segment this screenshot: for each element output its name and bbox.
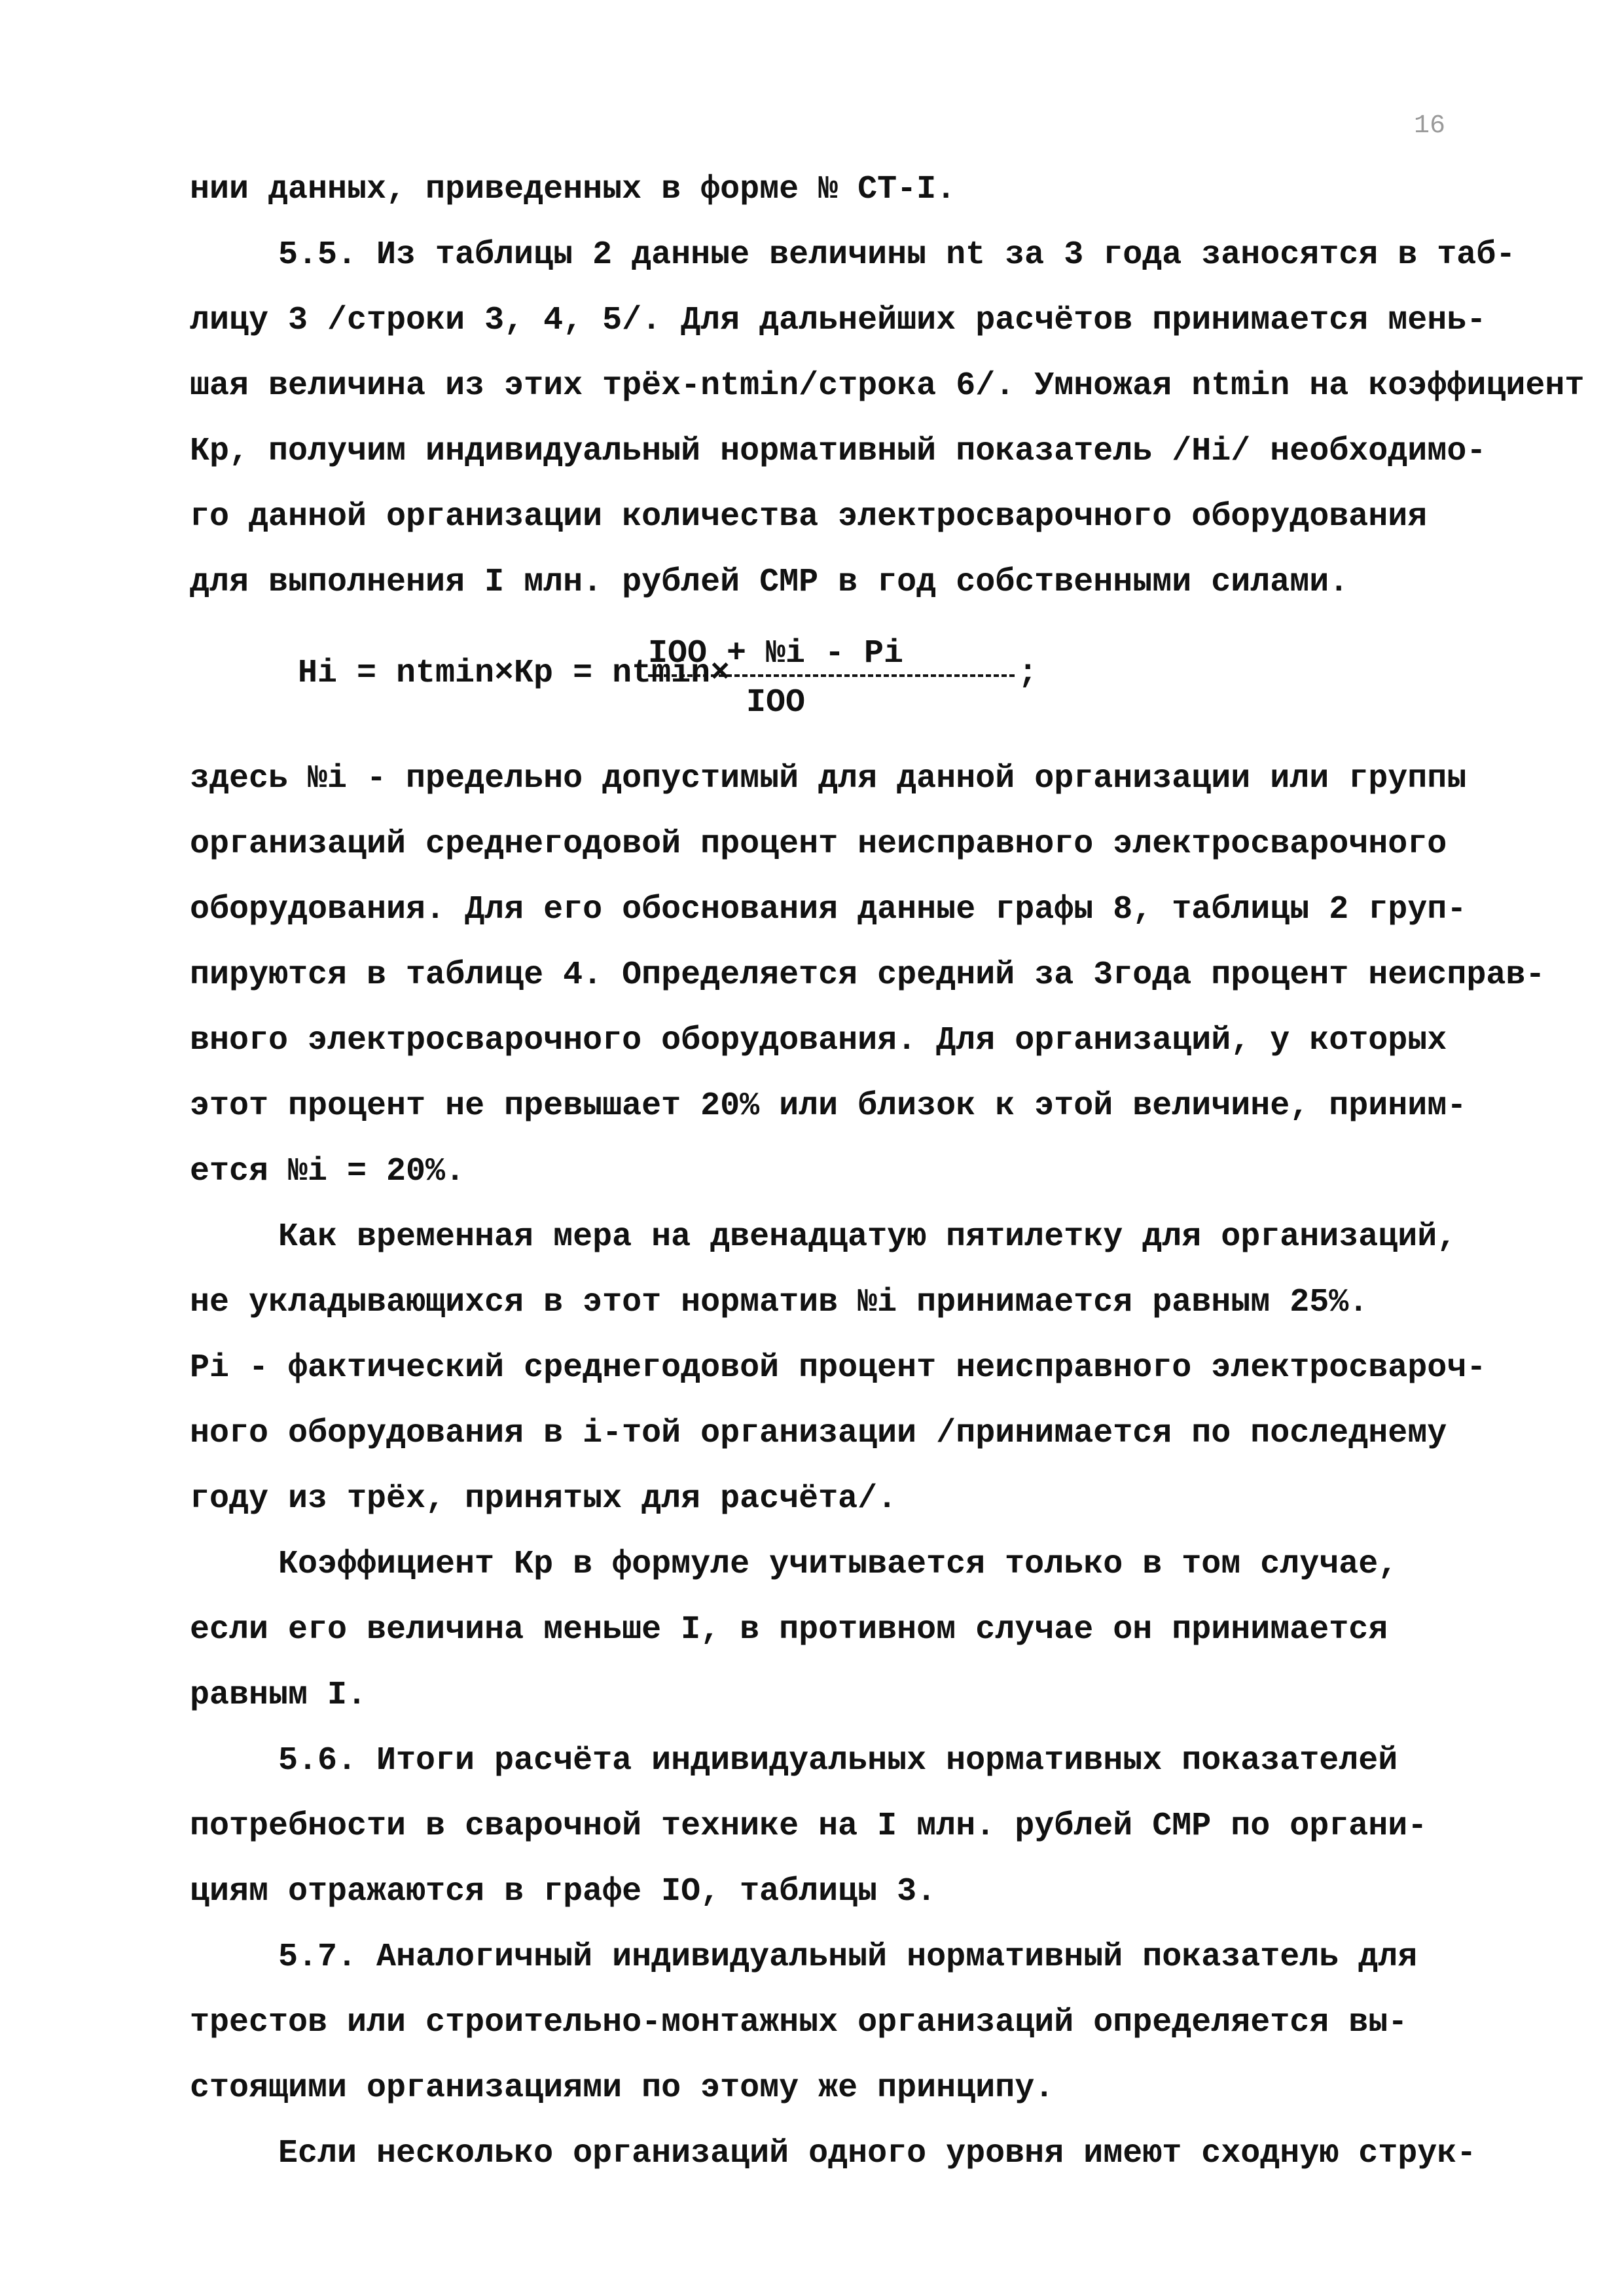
text-line: лицу 3 /строки 3, 4, 5/. Для дальнейших расчётов принимается мень- (190, 302, 1487, 339)
text-line: Рi - фактический среднегодовой процент неисправного электросвароч- (190, 1349, 1487, 1387)
formula-numerator: IOO + №i - Рi (648, 635, 904, 672)
text-line: стоящими организациями по этому же принципу. (190, 2069, 1055, 2107)
text-line: го данной организации количества электросварочного оборудования (190, 498, 1428, 536)
text-line: не укладывающихся в этот норматив №i принимается равным 25%. (190, 1284, 1369, 1321)
paragraph-5-5-start: 5.5. Из таблицы 2 данные величины nt за 3 года заносятся в таб- (278, 236, 1516, 274)
paragraph-temporary-measure: Как временная мера на двенадцатую пятилетку для организаций, (278, 1218, 1457, 1256)
text-line: оборудования. Для его обоснования данные графы 8, таблицы 2 груп- (190, 891, 1467, 928)
text-line: году из трёх, принятых для расчёта/. (190, 1480, 897, 1518)
text-line: равным I. (190, 1677, 367, 1714)
formula-denominator: IOO (746, 684, 806, 721)
paragraph-coefficient: Коэффициент Кр в формуле учитывается только в том случае, (278, 1546, 1398, 1583)
fraction-bar (648, 674, 1015, 677)
text-line: трестов или строительно-монтажных организаций определяется вы- (190, 2004, 1408, 2041)
formula-lhs: Нi = ntmin×Кр = ntmin× (298, 655, 731, 692)
text-line: вного электросварочного оборудования. Для организаций, у которых (190, 1022, 1447, 1059)
paragraph-5-6-start: 5.6. Итоги расчёта индивидуальных нормативных показателей (278, 1742, 1398, 1779)
text-line: потребности в сварочной технике на I млн. рублей СМР по органи- (190, 1808, 1428, 1845)
paragraph-5-7-start: 5.7. Аналогичный индивидуальный нормативный показатель для (278, 1939, 1418, 1976)
text-line: пируются в таблице 4. Определяется средний за 3года процент неисправ- (190, 957, 1545, 994)
formula (298, 629, 1051, 727)
text-line: ного оборудования в i-той организации /принимается по последнему (190, 1415, 1447, 1452)
text-line: ется №i = 20%. (190, 1153, 465, 1190)
formula-end: ; (1018, 655, 1038, 692)
text-line: шая величина из этих трёх-ntmin/строка 6/. Умножая ntmin на коэффициент (190, 367, 1585, 405)
text-line: для выполнения I млн. рублей СМР в год собственными силами. (190, 564, 1349, 601)
paragraph-similar-orgs: Если несколько организаций одного уровня имеют сходную струк- (278, 2135, 1477, 2172)
text-line: циям отражаются в графе IO, таблицы 3. (190, 1873, 937, 1910)
text-line: если его величина меньше I, в противном случае он принимается (190, 1611, 1388, 1649)
text-line: организаций среднегодовой процент неисправного электросварочного (190, 826, 1447, 863)
text-line: этот процент не превышает 20% или близок к этой величине, приним- (190, 1087, 1467, 1125)
text-line: Кр, получим индивидуальный нормативный показатель /Нi/ необходимо- (190, 433, 1487, 470)
page-number: 16 (1414, 111, 1446, 141)
text-line: нии данных, приведенных в форме № СТ-I. (190, 171, 956, 208)
text-line: здесь №i - предельно допустимый для данной организации или группы (190, 760, 1467, 797)
